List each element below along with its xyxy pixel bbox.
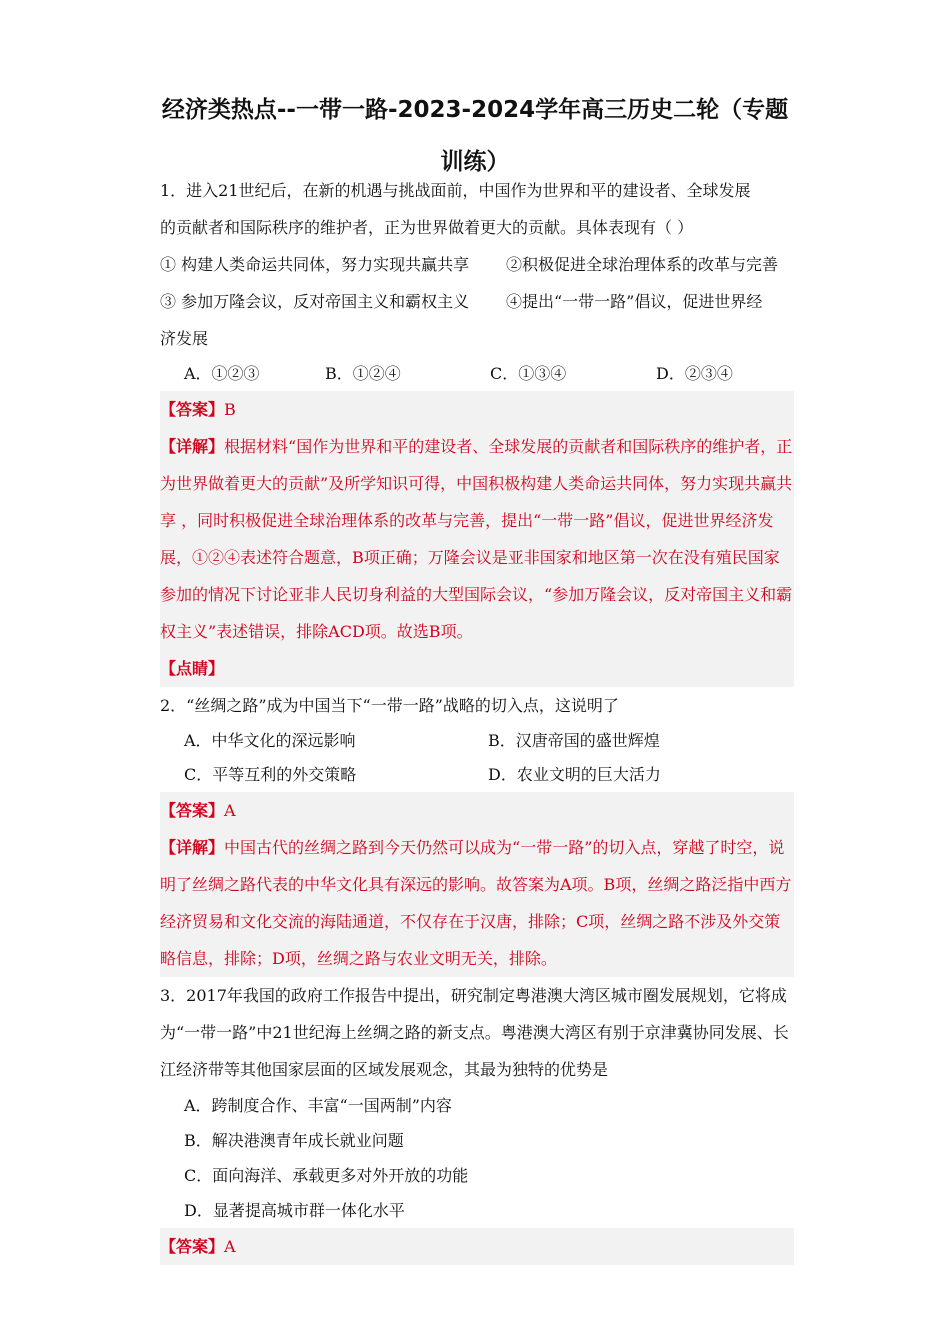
question-3-answer-block [160,1228,794,1265]
answer-value: A [224,801,236,820]
detail-text: 根据材料“国作为世界和平的建设者、全球发展的贡献者和国际秩序的维护者，正为世界做着更大的贡献”及所学知识可得，中国积极构建人类命运共同体，努力实现共赢共享 ，同时积极促进全球治理体系的改革与完善，提出“一带一路”倡议，促进世界经济发展，①②④表述符合题意，B项正确；万隆会议是亚非国家和地区第一次在没有殖民国家参加的情况下讨论亚非人民切身利益的大型国际会议，“参加万隆会议，反对帝国主义和霸权主义”表述错误，排除ACD项。故选B项。 [160,437,793,641]
question-1 [160,172,792,687]
option-a: A．跨制度合作、丰富“一国两制”内容 [184,1096,452,1115]
question-2 [160,687,792,977]
option-c: C．平等互利的外交策略 [184,765,357,784]
option-b: B．汉唐帝国的盛世辉煌 [488,731,660,750]
question-1-stem-line-2: 的贡献者和国际秩序的维护者，正为世界做着更大的贡献。具体表现有（ ） [160,218,694,237]
option-b: B．解决港澳青年成长就业问题 [184,1131,404,1150]
answer-label: 【答案】 [160,400,225,419]
title-line-1: 经济类热点--一带一路-2023-2024学年高三历史二轮（专题 [161,97,789,123]
title-line-2: 训练） [440,149,510,175]
detail-label: 【详解】 [160,838,225,857]
detail-label: 【详解】 [160,437,225,456]
question-3 [160,977,792,1265]
question-1-options [160,357,792,391]
option-d: D．②③④ [656,364,733,383]
question-1-answer-block [160,391,794,687]
question-2-stem: 2．“丝绸之路”成为中国当下“一带一路”战略的切入点，这说明了 [160,696,619,715]
question-1-item-3: ③ 参加万隆会议，反对帝国主义和霸权主义 [160,292,470,311]
option-c: C．①③④ [490,364,567,383]
question-1-item-1: ① 构建人类命运共同体，努力实现共赢共享 [160,255,470,274]
option-a: A．①②③ [184,364,260,383]
answer-label: 【答案】 [160,801,225,820]
question-3-stem: 3．2017年我国的政府工作报告中提出，研究制定粤港澳大湾区城市圈发展规划，它将成为“一带一路”中21世纪海上丝绸之路的新支点。粤港澳大湾区有别于京津冀协同发展、长江经济带等其他国家层面的区域发展观念，其最为独特的优势是 [160,986,789,1079]
question-1-stem-line-1: 1．进入21世纪后，在新的机遇与挑战面前，中国作为世界和平的建设者、全球发展 [160,181,751,200]
comment-label: 【点睛】 [160,659,225,678]
answer-value: B [224,400,236,419]
document-body [160,172,792,1265]
option-c: C．面向海洋、承载更多对外开放的功能 [184,1166,469,1185]
option-d: D．显著提高城市群一体化水平 [184,1201,405,1220]
question-1-item-4-cont: 济发展 [160,329,209,348]
answer-value: A [224,1237,236,1256]
option-a: A．中华文化的深远影响 [184,731,356,750]
option-d: D．农业文明的巨大活力 [488,765,661,784]
question-1-item-4: ④提出“一带一路”倡议，促进世界经 [506,292,763,311]
question-2-answer-block [160,792,794,977]
answer-label: 【答案】 [160,1237,225,1256]
question-1-item-2: ②积极促进全球治理体系的改革与完善 [506,255,779,274]
option-b: B．①②④ [325,364,401,383]
detail-text: 中国古代的丝绸之路到今天仍然可以成为“一带一路”的切入点，穿越了时空，说明了丝绸之路代表的中华文化具有深远的影响。故答案为A项。B项，丝绸之路泛指中西方经济贸易和文化交流的海陆通道，不仅存在于汉唐，排除；C项，丝绸之路不涉及外交策略信息，排除；D项，丝绸之路与农业文明无关，排除。 [160,838,792,968]
